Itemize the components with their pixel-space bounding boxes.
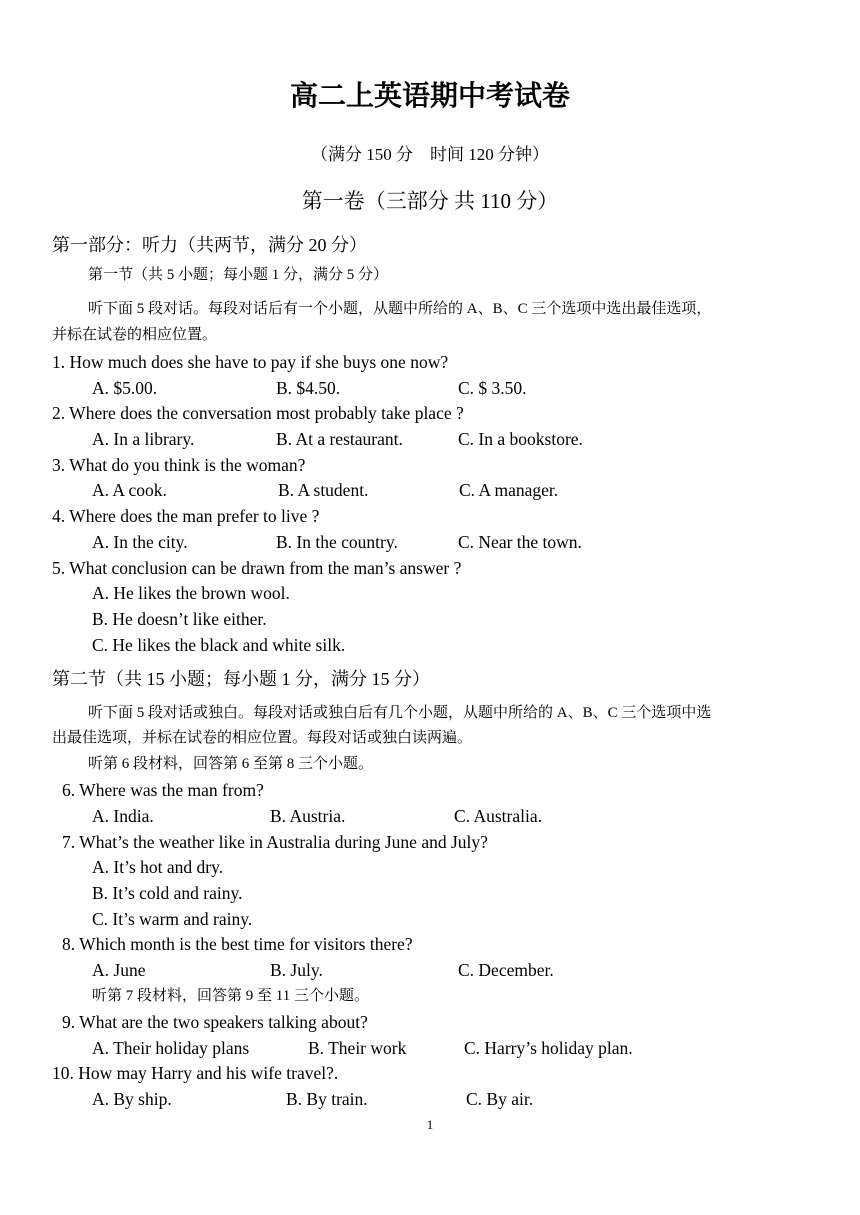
option: A. India. [92,806,154,826]
question-stem: 3. What do you think is the woman? [52,455,306,475]
option: A. By ship. [92,1089,172,1109]
question-stem: 9. What are the two speakers talking about? [62,1012,368,1032]
option: B. By train. [286,1089,368,1109]
question-stem: 4. Where does the man prefer to live ? [52,506,320,526]
option: A. It’s hot and dry. [92,857,224,877]
volume-heading: 第一卷（三部分 共 110 分） [301,189,559,213]
option: B. Their work [308,1038,407,1058]
material-note: 听第 7 段材料，回答第 9 至 11 三个小题。 [92,988,369,1004]
material-note: 听第 6 段材料，回答第 6 至第 8 三个小题。 [88,756,374,772]
option: A. He likes the brown wool. [92,583,290,603]
instruction-text: 听下面 5 段对话或独白。每段对话或独白后有几个小题，从题中所给的 A、B、C 三个选项中选 [88,705,712,721]
question-stem: 8. Which month is the best time for visitors there? [62,934,413,954]
section-heading: 第一节（共 5 小题；每小题 1 分，满分 5 分） [88,267,389,283]
question-stem: 7. What’s the weather like in Australia during June and July? [62,832,488,852]
option: C. By air. [466,1089,534,1109]
option: B. It’s cold and rainy. [92,883,243,903]
section-heading: 第二节（共 15 小题；每小题 1 分，满分 15 分） [52,669,430,689]
option: A. In the city. [92,532,188,552]
question-stem: 2. Where does the conversation most probably take place ? [52,403,464,423]
instruction-text: 并标在试卷的相应位置。 [52,327,218,343]
option: A. A cook. [92,480,167,500]
option: B. He doesn’t like either. [92,609,267,629]
option: A. In a library. [92,429,195,449]
option: A. Their holiday plans [92,1038,250,1058]
page-number: 1 [426,1117,434,1132]
instruction-text: 出最佳选项，并标在试卷的相应位置。每段对话或独白读两遍。 [52,730,473,746]
option: B. July. [270,960,323,980]
option: C. It’s warm and rainy. [92,909,253,929]
exam-subtitle: （满分 150 分 时间 120 分钟） [311,145,549,164]
part-heading: 第一部分：听力（共两节，满分 20 分） [52,235,367,255]
option: C. He likes the black and white silk. [92,635,346,655]
option: A. $5.00. [92,378,158,398]
option: C. A manager. [459,480,559,500]
option: C. Near the town. [458,532,582,552]
option: C. Harry’s holiday plan. [464,1038,633,1058]
option: C. In a bookstore. [458,429,583,449]
option: C. $ 3.50. [458,378,527,398]
question-stem: 1. How much does she have to pay if she buys one now? [52,352,449,372]
option: B. At a restaurant. [276,429,403,449]
option: B. Austria. [270,806,346,826]
option: B. In the country. [276,532,398,552]
option: A. June [92,960,146,980]
option: B. $4.50. [276,378,341,398]
question-stem: 5. What conclusion can be drawn from the man’s answer ? [52,558,462,578]
option: C. December. [458,960,554,980]
page-title: 高二上英语期中考试卷 [289,79,570,112]
instruction-text: 听下面 5 段对话。每段对话后有一个小题，从题中所给的 A、B、C 三个选项中选出最佳选项， [88,301,712,317]
question-stem: 10. How may Harry and his wife travel?. [52,1063,339,1083]
option: B. A student. [278,480,369,500]
question-stem: 6. Where was the man from? [62,780,264,800]
option: C. Australia. [454,806,542,826]
